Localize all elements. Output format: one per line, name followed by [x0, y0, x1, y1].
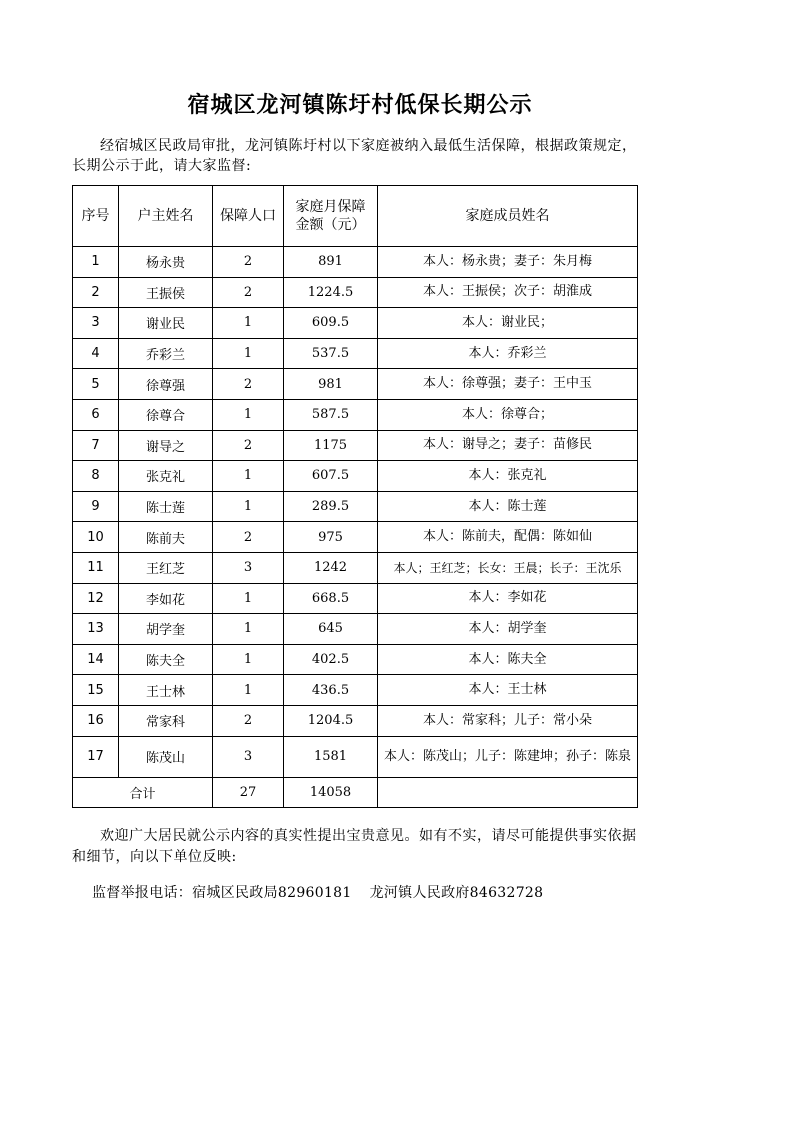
- table-row: [73, 675, 638, 706]
- table-row: [73, 399, 638, 430]
- cell-amount: 1175: [284, 430, 378, 461]
- cell-head-name: 陈前夫: [119, 522, 213, 553]
- cell-amount: 1224.5: [284, 277, 378, 308]
- cell-seq: 6: [73, 399, 119, 430]
- cell-head-name: 张克礼: [119, 461, 213, 492]
- cell-people: 1: [213, 308, 284, 339]
- cell-members: 本人：徐尊合；: [378, 399, 638, 430]
- cell-members: 本人；王红芝；长女：王晨；长子：王沈乐: [378, 552, 638, 583]
- hotline-civil-affairs: 宿城区民政局82960181: [192, 885, 352, 901]
- cell-seq: 9: [73, 491, 119, 522]
- total-row: [73, 777, 638, 808]
- cell-amount: 1581: [284, 736, 378, 777]
- cell-members: 本人：胡学奎: [378, 614, 638, 645]
- table-row: [73, 369, 638, 400]
- cell-seq: 1: [73, 247, 119, 278]
- cell-seq: 8: [73, 461, 119, 492]
- cell-amount: 402.5: [284, 644, 378, 675]
- cell-amount: 891: [284, 247, 378, 278]
- cell-members: 本人：张克礼: [378, 461, 638, 492]
- cell-people: 1: [213, 675, 284, 706]
- table-row: [73, 552, 638, 583]
- header-people: 保障人口: [213, 186, 284, 247]
- total-members: [378, 777, 638, 808]
- cell-members: 本人：王振侯；次子：胡淮成: [378, 277, 638, 308]
- table-row: [73, 247, 638, 278]
- cell-members: 本人：乔彩兰: [378, 338, 638, 369]
- table-row: [73, 705, 638, 736]
- total-amount: 14058: [284, 777, 378, 808]
- cell-members: 本人：徐尊强；妻子：王中玉: [378, 369, 638, 400]
- cell-amount: 975: [284, 522, 378, 553]
- cell-people: 2: [213, 369, 284, 400]
- cell-head-name: 谢导之: [119, 430, 213, 461]
- cell-people: 2: [213, 430, 284, 461]
- cell-head-name: 陈茂山: [119, 736, 213, 777]
- intro-paragraph: 经宿城区民政局审批，龙河镇陈圩村以下家庭被纳入最低生活保障，根据政策规定，长期公示于此，请大家监督:: [72, 138, 637, 174]
- cell-people: 1: [213, 583, 284, 614]
- cell-head-name: 徐尊合: [119, 399, 213, 430]
- cell-seq: 16: [73, 705, 119, 736]
- cell-members: 本人：陈夫全: [378, 644, 638, 675]
- cell-seq: 10: [73, 522, 119, 553]
- cell-head-name: 王士林: [119, 675, 213, 706]
- cell-seq: 17: [73, 736, 119, 777]
- page-title: 宿城区龙河镇陈圩村低保长期公示: [187, 92, 533, 118]
- cell-head-name: 王红芝: [119, 552, 213, 583]
- cell-head-name: 陈士莲: [119, 491, 213, 522]
- table-row: [73, 644, 638, 675]
- cell-members: 本人：谢业民；: [378, 308, 638, 339]
- cell-people: 1: [213, 399, 284, 430]
- cell-seq: 12: [73, 583, 119, 614]
- table-row: [73, 614, 638, 645]
- cell-members: 本人：李如花: [378, 583, 638, 614]
- header-amount-line2: 金额（元）: [295, 217, 366, 233]
- header-seq: 序号: [73, 186, 119, 247]
- supervision-hotline: [92, 882, 652, 902]
- total-people: 27: [213, 777, 284, 808]
- cell-amount: 1242: [284, 552, 378, 583]
- cell-people: 2: [213, 522, 284, 553]
- cell-seq: 3: [73, 308, 119, 339]
- cell-people: 2: [213, 705, 284, 736]
- cell-amount: 645: [284, 614, 378, 645]
- table-row: [73, 277, 638, 308]
- cell-amount: 607.5: [284, 461, 378, 492]
- cell-members: 本人：陈茂山；儿子：陈建坤；孙子：陈泉: [378, 736, 638, 777]
- cell-head-name: 陈夫全: [119, 644, 213, 675]
- cell-seq: 7: [73, 430, 119, 461]
- cell-head-name: 常家科: [119, 705, 213, 736]
- cell-amount: 1204.5: [284, 705, 378, 736]
- cell-people: 1: [213, 461, 284, 492]
- cell-people: 2: [213, 277, 284, 308]
- cell-members: 本人：谢导之；妻子：苗修民: [378, 430, 638, 461]
- table-row: [73, 461, 638, 492]
- cell-people: 1: [213, 614, 284, 645]
- header-head-name: 户主姓名: [119, 186, 213, 247]
- feedback-paragraph: 欢迎广大居民就公示内容的真实性提出宝贵意见。如有不实，请尽可能提供事实依据和细节，向以下单位反映:: [72, 828, 637, 865]
- table-row: [73, 491, 638, 522]
- cell-members: 本人：杨永贵；妻子：朱月梅: [378, 247, 638, 278]
- cell-amount: 587.5: [284, 399, 378, 430]
- table-header-row: [73, 186, 638, 247]
- table-row: [73, 308, 638, 339]
- cell-head-name: 乔彩兰: [119, 338, 213, 369]
- cell-people: 1: [213, 644, 284, 675]
- table-row: [73, 338, 638, 369]
- cell-amount: 289.5: [284, 491, 378, 522]
- table-row: [73, 736, 638, 777]
- cell-amount: 609.5: [284, 308, 378, 339]
- cell-seq: 13: [73, 614, 119, 645]
- cell-seq: 14: [73, 644, 119, 675]
- cell-head-name: 胡学奎: [119, 614, 213, 645]
- cell-members: 本人：陈士莲: [378, 491, 638, 522]
- cell-seq: 5: [73, 369, 119, 400]
- header-amount-line1: 家庭月保障: [295, 199, 366, 215]
- cell-amount: 981: [284, 369, 378, 400]
- subsidy-table: [72, 185, 638, 808]
- cell-members: 本人：陈前夫，配偶：陈如仙: [378, 522, 638, 553]
- cell-members: 本人：王士林: [378, 675, 638, 706]
- cell-people: 3: [213, 736, 284, 777]
- cell-people: 1: [213, 338, 284, 369]
- cell-amount: 436.5: [284, 675, 378, 706]
- cell-head-name: 王振侯: [119, 277, 213, 308]
- header-members: 家庭成员姓名: [378, 186, 638, 247]
- cell-head-name: 谢业民: [119, 308, 213, 339]
- cell-head-name: 徐尊强: [119, 369, 213, 400]
- hotline-label: 监督举报电话：: [92, 885, 193, 901]
- cell-members: 本人：常家科；儿子：常小朵: [378, 705, 638, 736]
- cell-people: 1: [213, 491, 284, 522]
- table-row: [73, 522, 638, 553]
- total-label: 合计: [73, 777, 213, 808]
- hotline-town-government: 龙河镇人民政府84632728: [369, 885, 544, 901]
- cell-people: 2: [213, 247, 284, 278]
- cell-head-name: 杨永贵: [119, 247, 213, 278]
- cell-people: 3: [213, 552, 284, 583]
- table-row: [73, 430, 638, 461]
- cell-head-name: 李如花: [119, 583, 213, 614]
- cell-amount: 668.5: [284, 583, 378, 614]
- cell-seq: 2: [73, 277, 119, 308]
- header-amount: [284, 186, 378, 247]
- cell-amount: 537.5: [284, 338, 378, 369]
- cell-seq: 15: [73, 675, 119, 706]
- cell-seq: 11: [73, 552, 119, 583]
- table-row: [73, 583, 638, 614]
- cell-seq: 4: [73, 338, 119, 369]
